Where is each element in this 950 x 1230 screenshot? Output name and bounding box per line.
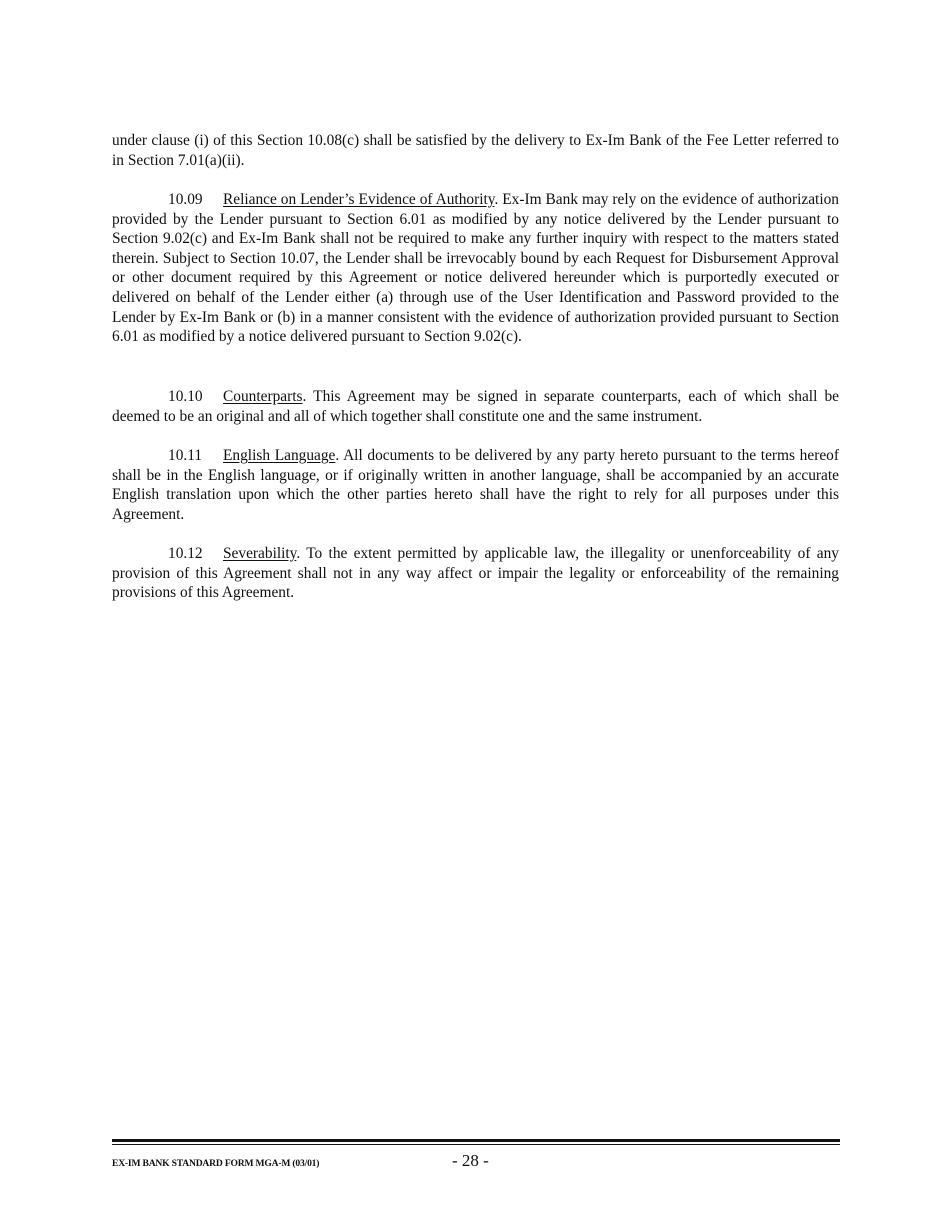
section-10-11 <box>112 446 839 524</box>
section-number: 10.10 <box>168 388 203 405</box>
section-number: 10.09 <box>168 191 203 208</box>
page-number: - 28 - <box>452 1151 489 1170</box>
section-10-12 <box>112 544 839 603</box>
section-text: . This Agreement may be signed in separate counterparts, each of which shall be deemed to be an original and all of which together shall constitute one and the same instrument. <box>112 388 839 425</box>
section-10-10 <box>112 387 839 426</box>
section-text: . All documents to be delivered by any party hereto pursuant to the terms hereof shall be in the English language, or if originally written in another language, shall be accompanied by an accurate English translation upon which the other parties hereto shall have the right to rely for all purposes under this Agreement. <box>112 447 839 523</box>
footer-rule-thick <box>112 1139 840 1142</box>
section-heading: Reliance on Lender’s Evidence of Authority <box>223 191 495 208</box>
section-number: 10.12 <box>168 545 203 562</box>
section-heading: Counterparts <box>223 388 303 405</box>
section-text: . Ex-Im Bank may rely on the evidence of authorization provided by the Lender pursuant to Section 6.01 as modified by any notice delivered by the Lender pursuant to Section 9.02(c) and Ex-Im Bank shall not be required to make any further inquiry with respect to the matters stated therein. Subject to Section 10.07, the Lender shall be irrevocably bound by each Request for Disbursement Approval or other document required by this Agreement or notice delivered hereunder which is purportedly executed or delivered on behalf of the Lender either (a) through use of the User Identification and Password provided to the Lender by Ex-Im Bank or (b) in a manner consistent with the evidence of authorization provided pursuant to Section 6.01 as modified by a notice delivered pursuant to Section 9.02(c). <box>112 191 839 346</box>
paragraph-continuation <box>112 131 839 170</box>
paragraph-text: under clause (i) of this Section 10.08(c) shall be satisfied by the delivery to Ex-Im Bank of the Fee Letter referred to in Section 7.01(a)(ii). <box>112 132 839 169</box>
footer-form-label: EX-IM BANK STANDARD FORM MGA-M (03/01) <box>112 1158 320 1169</box>
section-10-09 <box>112 190 839 347</box>
footer-rule-thin <box>112 1144 840 1145</box>
section-heading: English Language <box>223 447 336 464</box>
section-heading: Severability <box>223 545 297 562</box>
section-number: 10.11 <box>168 447 203 464</box>
section-text: . To the extent permitted by applicable law, the illegality or unenforceability of any provision of this Agreement shall not in any way affect or impair the legality or enforceability of the remaining provisions of this Agreement. <box>112 545 839 602</box>
